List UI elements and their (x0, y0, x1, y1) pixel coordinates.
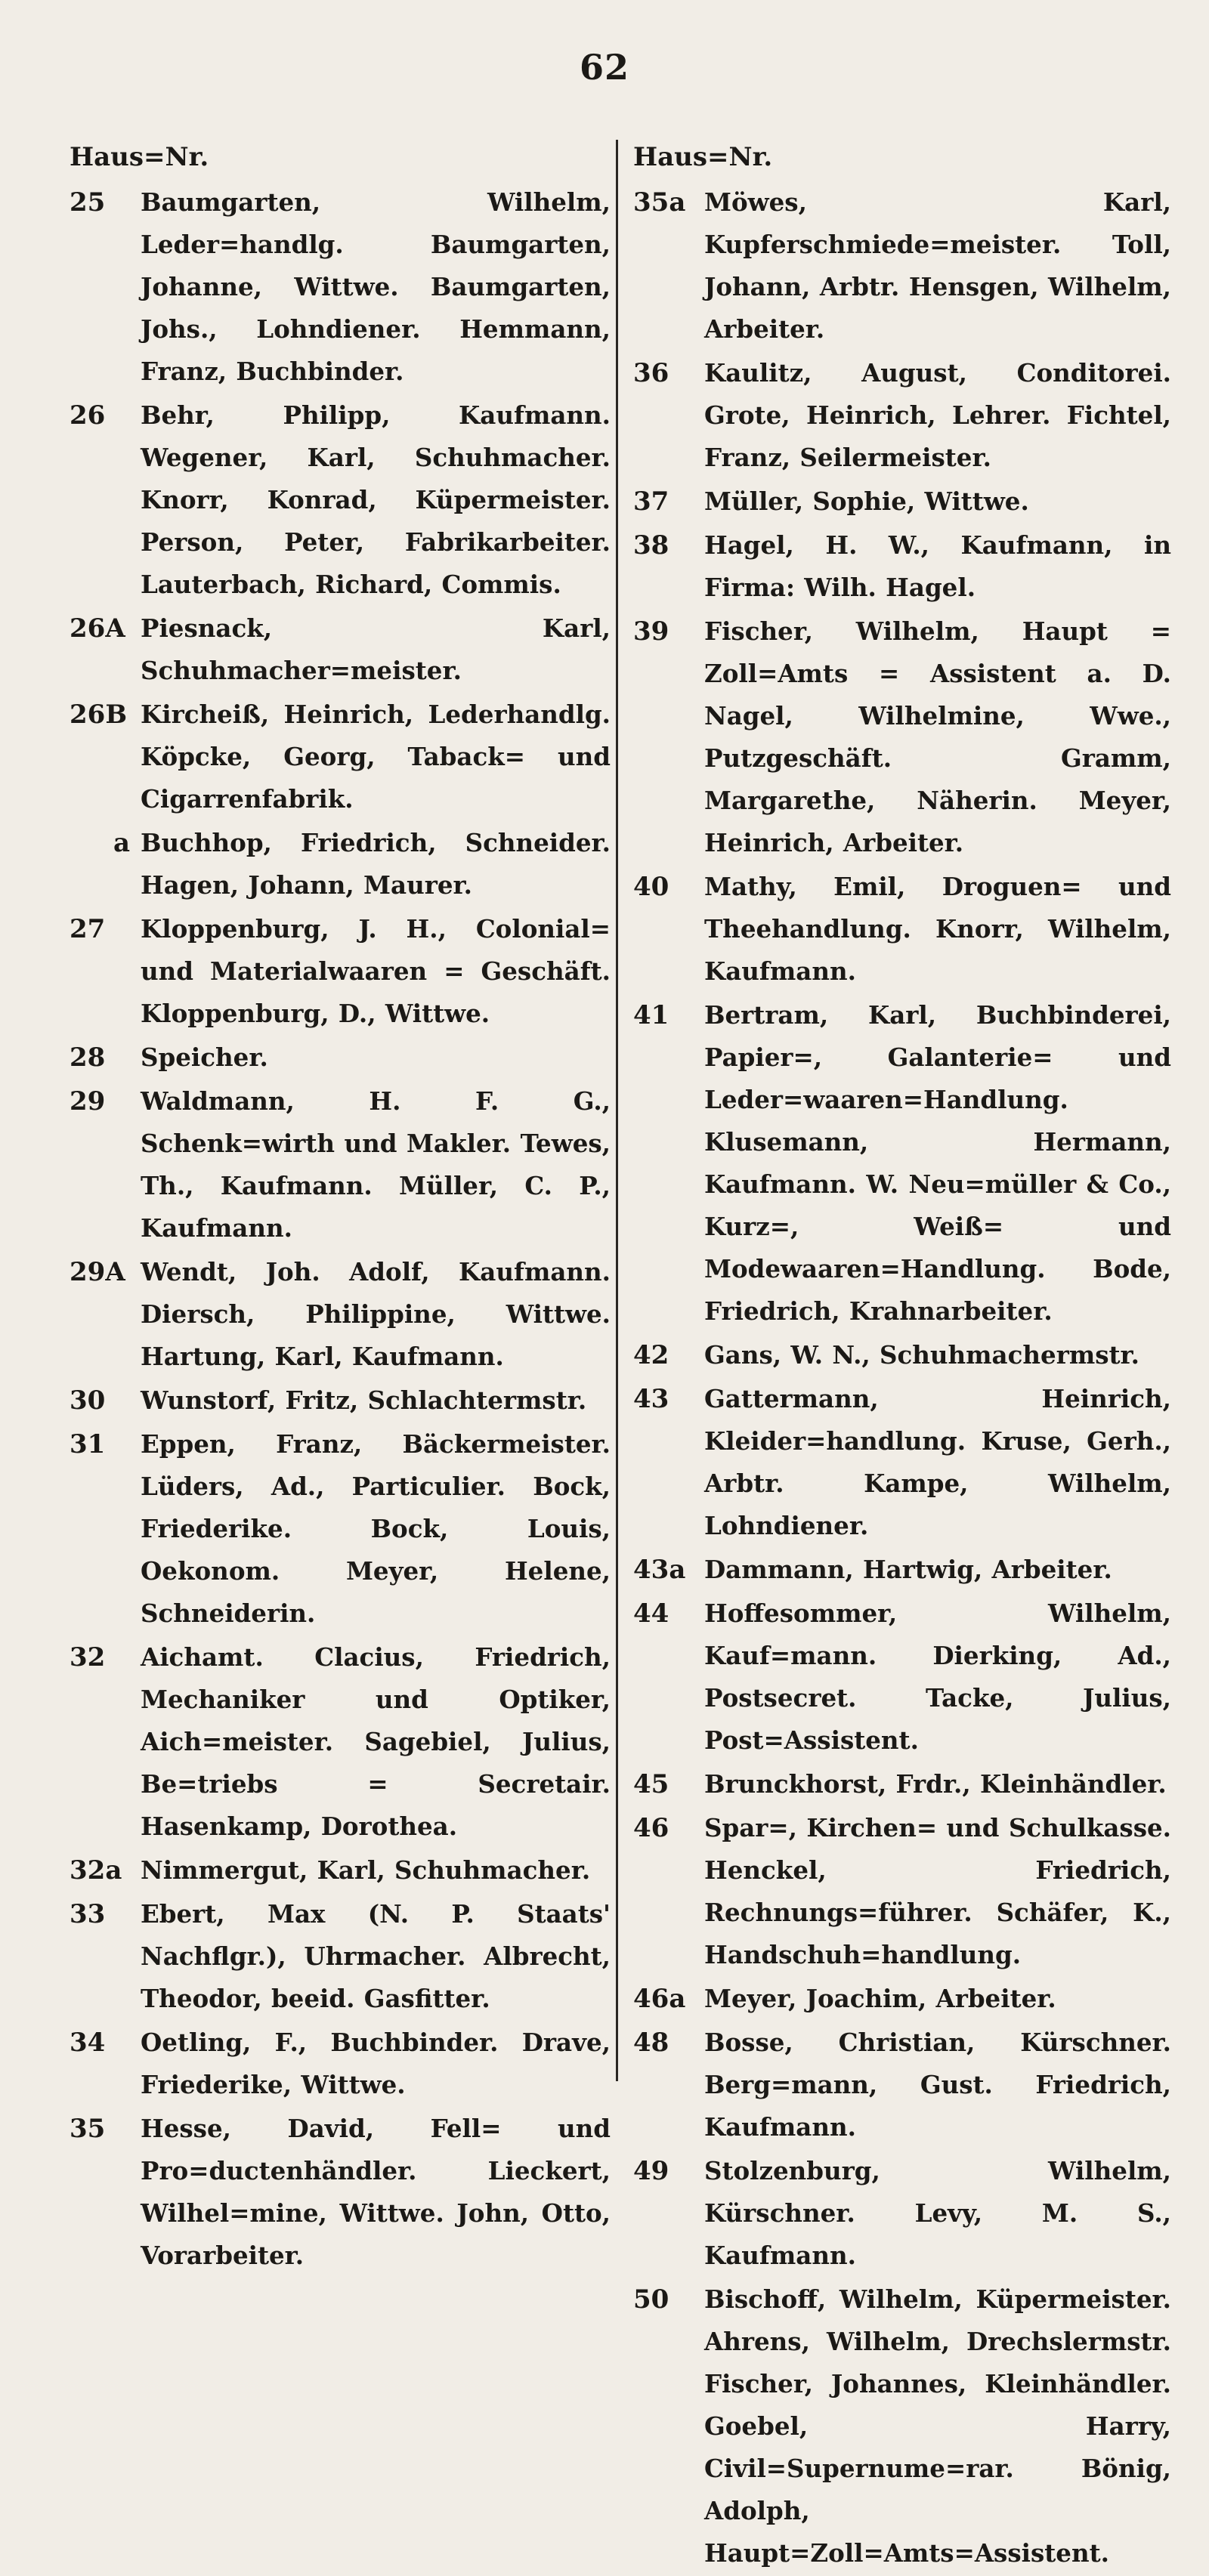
directory-entry (70, 1080, 611, 1249)
resident-list: Speicher. (141, 1042, 268, 1072)
house-number: 50 (633, 2284, 669, 2315)
directory-entry (70, 1251, 611, 1378)
right-entries-list (633, 181, 1171, 2574)
resident-list: Wunstorf, Fritz, Schlachtermstr. (141, 1385, 587, 1415)
directory-entry (70, 1036, 611, 1079)
house-number: 38 (633, 530, 669, 561)
resident-list: Eppen, Franz, Bäckermeister. Lüders, Ad., Particulier. Bock, Friederike. Bock, Louis, Oekonom. Meyer, Helene, Schneiderin. (141, 1429, 611, 1628)
directory-entry (633, 1334, 1171, 1376)
resident-list: Hagel, H. W., Kaufmann, in Firma: Wilh. Hagel. (704, 530, 1171, 602)
resident-list: Möwes, Karl, Kupferschmiede=meister. Toll, Johann, Arbtr. Hensgen, Wilhelm, Arbeiter. (704, 187, 1171, 344)
house-number: 32 (70, 1642, 106, 1673)
house-number: 26A (70, 613, 125, 644)
house-number: 25 (70, 187, 106, 218)
house-number: 42 (633, 1340, 669, 1370)
directory-entry (70, 693, 611, 820)
directory-entry (70, 394, 611, 606)
house-number: 33 (70, 1899, 106, 1929)
resident-list: Buchhop, Friedrich, Schneider. Hagen, Johann, Maurer. (141, 828, 611, 900)
house-number: 29A (70, 1257, 125, 1287)
directory-entry (70, 607, 611, 692)
directory-entry (633, 1378, 1171, 1547)
resident-list: Aichamt. Clacius, Friedrich, Mechaniker und Optiker, Aich=meister. Sagebiel, Julius, Be=triebs = Secretair. Hasenkamp, Dorothea. (141, 1642, 611, 1841)
directory-entry (70, 2022, 611, 2106)
directory-entry (633, 1807, 1171, 1976)
resident-list: Hoffesommer, Wilhelm, Kauf=mann. Dierking, Ad., Postsecret. Tacke, Julius, Post=Assistent. (704, 1598, 1171, 1755)
directory-entry (633, 2278, 1171, 2574)
resident-list: Behr, Philipp, Kaufmann. Wegener, Karl, Schuhmacher. Knorr, Konrad, Küpermeister. Person, Peter, Fabrikarbeiter. Lauterbach, Richard, Commis. (141, 400, 611, 599)
resident-list: Meyer, Joachim, Arbeiter. (704, 1984, 1056, 2013)
resident-list: Piesnack, Karl, Schuhmacher=meister. (141, 613, 611, 685)
resident-list: Brunckhorst, Frdr., Kleinhändler. (704, 1769, 1167, 1799)
house-number: 39 (633, 616, 669, 647)
column-header: Haus=Nr. (70, 142, 209, 172)
directory-entry (633, 1592, 1171, 1762)
resident-list: Wendt, Joh. Adolf, Kaufmann. Diersch, Philippine, Wittwe. Hartung, Karl, Kaufmann. (141, 1257, 611, 1371)
resident-list: Bosse, Christian, Kürschner. Berg=mann, Gust. Friedrich, Kaufmann. (704, 2028, 1171, 2142)
right-column (633, 136, 1171, 2576)
directory-entry (70, 908, 611, 1035)
directory-entry (70, 1893, 611, 2020)
directory-entry (70, 2108, 611, 2277)
house-number: 43a (633, 1555, 686, 1585)
page-number: 62 (579, 47, 629, 88)
house-number: 28 (70, 1042, 106, 1073)
directory-entry (633, 181, 1171, 351)
resident-list: Baumgarten, Wilhelm, Leder=handlg. Baumgarten, Johanne, Wittwe. Baumgarten, Johs., Lohndiener. Hemmann, Franz, Buchbinder. (141, 187, 611, 386)
house-number: 27 (70, 914, 106, 944)
house-number: 34 (70, 2028, 106, 2058)
resident-list: Kaulitz, August, Conditorei. Grote, Heinrich, Lehrer. Fichtel, Franz, Seilermeister. (704, 358, 1171, 472)
resident-list: Müller, Sophie, Wittwe. (704, 486, 1029, 516)
left-column (70, 136, 611, 2278)
house-number: 30 (70, 1385, 106, 1416)
directory-entry (633, 2022, 1171, 2148)
directory-entry (70, 1379, 611, 1422)
directory-entry (633, 866, 1171, 993)
house-number: 26B (70, 700, 128, 730)
directory-entry (70, 1423, 611, 1635)
resident-list: Kloppenburg, J. H., Colonial= und Materialwaaren = Geschäft. Kloppenburg, D., Wittwe. (141, 914, 611, 1028)
house-number: 44 (633, 1598, 669, 1629)
directory-entry (633, 524, 1171, 609)
resident-list: Ebert, Max (N. P. Staats' Nachflgr.), Uhrmacher. Albrecht, Theodor, beeid. Gasfitter. (141, 1899, 611, 2013)
directory-entry (70, 822, 611, 907)
directory-entry (633, 1763, 1171, 1805)
resident-list: Kircheiß, Heinrich, Lederhandlg. Köpcke, Georg, Taback= und Cigarrenfabrik. (141, 700, 611, 814)
resident-list: Dammann, Hartwig, Arbeiter. (704, 1555, 1112, 1584)
resident-list: Mathy, Emil, Droguen= und Theehandlung. Knorr, Wilhelm, Kaufmann. (704, 872, 1171, 986)
directory-entry (70, 1849, 611, 1892)
directory-entry (70, 1636, 611, 1848)
column-divider (616, 140, 618, 2081)
resident-list: Gattermann, Heinrich, Kleider=handlung. Kruse, Gerh., Arbtr. Kampe, Wilhelm, Lohndiener. (704, 1384, 1171, 1540)
resident-list: Stolzenburg, Wilhelm, Kürschner. Levy, M. S., Kaufmann. (704, 2156, 1171, 2270)
house-number: 48 (633, 2028, 669, 2058)
directory-entry (633, 1549, 1171, 1591)
house-number: 35 (70, 2114, 106, 2144)
directory-entry (633, 2150, 1171, 2277)
resident-list: Bertram, Karl, Buchbinderei, Papier=, Galanterie= und Leder=waaren=Handlung. Klusemann, Hermann, Kaufmann. W. Neu=müller & Co., Kurz=, Weiß= und Modewaaren=Handlung. Bode, Friedrich, Krahnarbeiter. (704, 1000, 1171, 1326)
house-number: 41 (633, 1000, 669, 1030)
resident-list: Waldmann, H. F. G., Schenk=wirth und Makler. Tewes, Th., Kaufmann. Müller, C. P., Kaufmann. (141, 1086, 611, 1243)
directory-entry (633, 352, 1171, 479)
directory-entry (70, 181, 611, 393)
house-number: 35a (633, 187, 686, 218)
house-number: 29 (70, 1086, 106, 1117)
house-number: 46 (633, 1813, 669, 1843)
directory-entry (633, 480, 1171, 523)
house-number: 26 (70, 400, 106, 431)
house-number: 43 (633, 1384, 669, 1414)
column-header: Haus=Nr. (633, 142, 773, 172)
house-number: 31 (70, 1429, 106, 1459)
house-number: 36 (633, 358, 669, 388)
house-number: a (113, 828, 130, 858)
left-entries-list (70, 181, 611, 2277)
house-number: 45 (633, 1769, 669, 1799)
house-number: 40 (633, 872, 669, 902)
directory-entry (633, 1978, 1171, 2020)
resident-list: Spar=, Kirchen= und Schulkasse. Henckel, Friedrich, Rechnungs=führer. Schäfer, K., Handschuh=handlung. (704, 1813, 1171, 1969)
house-number: 32a (70, 1855, 122, 1886)
directory-entry (633, 610, 1171, 864)
resident-list: Gans, W. N., Schuhmachermstr. (704, 1340, 1139, 1370)
house-number: 37 (633, 486, 669, 517)
resident-list: Fischer, Wilhelm, Haupt = Zoll=Amts = Assistent a. D. Nagel, Wilhelmine, Wwe., Putzgeschäft. Gramm, Margarethe, Näherin. Meyer, Heinrich, Arbeiter. (704, 616, 1171, 857)
resident-list: Hesse, David, Fell= und Pro=ductenhändler. Lieckert, Wilhel=mine, Wittwe. John, Otto, Vorarbeiter. (141, 2114, 611, 2270)
house-number: 49 (633, 2156, 669, 2186)
resident-list: Bischoff, Wilhelm, Küpermeister. Ahrens, Wilhelm, Drechslermstr. Fischer, Johannes, Kleinhändler. Goebel, Harry, Civil=Supernume=rar. Bönig, Adolph, Haupt=Zoll=Amts=Assistent. (704, 2284, 1171, 2568)
resident-list: Nimmergut, Karl, Schuhmacher. (141, 1855, 591, 1885)
resident-list: Oetling, F., Buchbinder. Drave, Friederike, Wittwe. (141, 2028, 611, 2099)
house-number: 46a (633, 1984, 686, 2014)
directory-entry (633, 994, 1171, 1333)
